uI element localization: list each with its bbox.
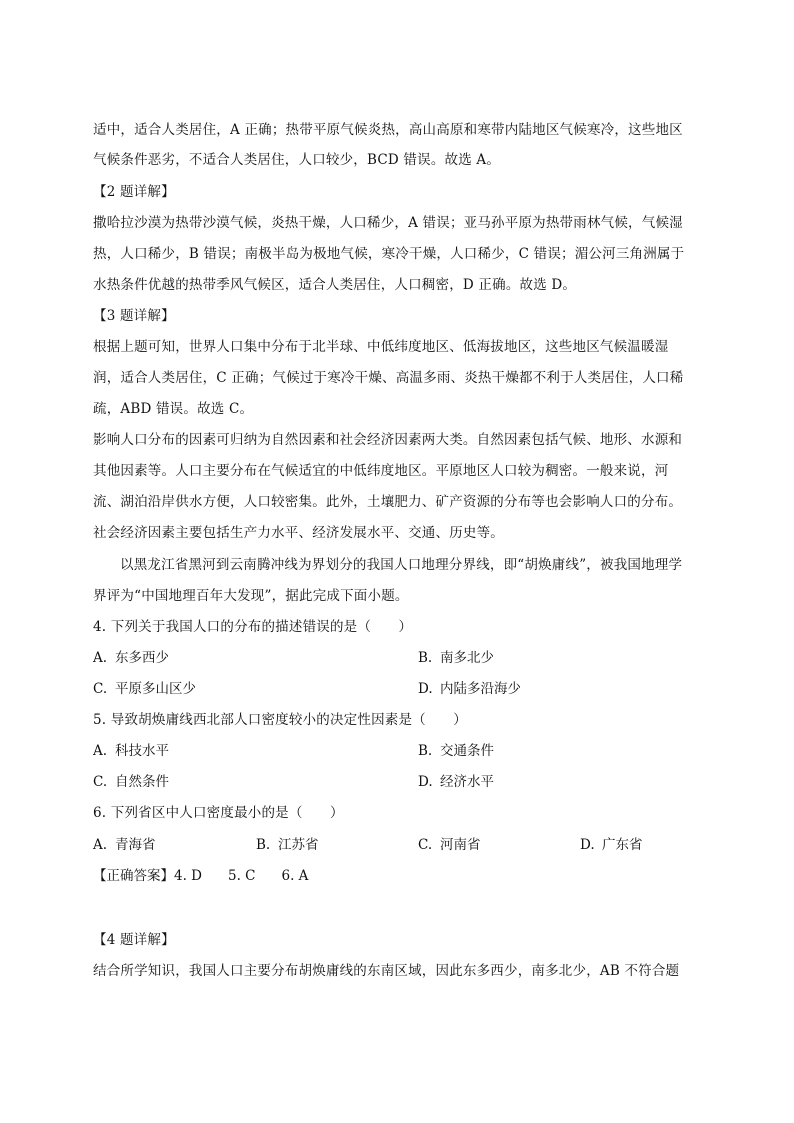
question-4-stem: 4. 下列关于我国人口的分布的描述错误的是（ ） xyxy=(93,619,413,635)
answer-5: 5. C xyxy=(228,868,256,884)
section-heading: 【2 题详解】 xyxy=(93,184,175,200)
option-text: 自然条件 xyxy=(115,774,169,790)
q5-option-b xyxy=(418,741,494,761)
option-letter: D. xyxy=(418,774,433,790)
paragraph-line: 润，适合人类居住，C 正确；气候过于寒冷干燥、高温多雨、炎热干燥都不利于人类居住，人口稀 xyxy=(93,370,684,386)
option-text: 广东省 xyxy=(602,837,643,853)
option-letter: B. xyxy=(418,743,433,759)
option-letter: B. xyxy=(256,837,271,853)
option-text: 经济水平 xyxy=(440,774,494,790)
question-5-stem: 5. 导致胡焕庸线西北部人口密度较小的决定性因素是（ ） xyxy=(93,712,467,728)
section-heading: 【4 题详解】 xyxy=(93,932,175,948)
option-letter: B. xyxy=(418,650,433,666)
option-text: 平原多山区少 xyxy=(115,681,196,697)
option-text: 内陆多沿海少 xyxy=(440,681,521,697)
paragraph-line: 其他因素等。人口主要分布在气候适宜的中低纬度地区。平原地区人口较为稠密。一般来说，河 xyxy=(93,463,669,479)
q5-option-c xyxy=(93,772,169,792)
option-letter: A. xyxy=(93,743,108,759)
option-text: 江苏省 xyxy=(278,837,319,853)
q4-option-d xyxy=(418,679,521,699)
q6-option-b xyxy=(256,835,319,855)
option-letter: A. xyxy=(93,837,108,853)
answer-6: 6. A xyxy=(281,868,309,884)
q4-option-b xyxy=(418,648,494,668)
paragraph-line: 适中，适合人类居住，A 正确；热带平原气候炎热，高山高原和寒带内陆地区气候寒冷，这些地区 xyxy=(93,122,683,138)
paragraph-line: 撒哈拉沙漠为热带沙漠气候，炎热干燥，人口稀少，A 错误；亚马孙平原为热带雨林气候，气候湿 xyxy=(93,215,683,231)
option-text: 青海省 xyxy=(115,837,156,853)
paragraph-line: 气候条件恶劣，不适合人类居住，人口较少，BCD 错误。故选 A。 xyxy=(93,152,501,168)
option-letter: D. xyxy=(418,681,433,697)
option-letter: C. xyxy=(93,681,108,697)
paragraph-line: 社会经济因素主要包括生产力水平、经济发展水平、交通、历史等。 xyxy=(93,525,504,541)
section-heading: 【3 题详解】 xyxy=(93,308,175,324)
q5-option-d xyxy=(418,772,494,792)
paragraph-line: 根据上题可知，世界人口集中分布于北半球、中低纬度地区、低海拔地区，这些地区气候温暖湿 xyxy=(93,339,669,355)
answer-4: 4. D xyxy=(174,868,202,884)
option-letter: C. xyxy=(93,774,108,790)
paragraph-line: 影响人口分布的因素可归纳为自然因素和社会经济因素两大类。自然因素包括气候、地形、水源和 xyxy=(93,432,683,448)
q6-option-c xyxy=(418,835,481,855)
paragraph-line: 界评为“中国地理百年大发现”，据此完成下面小题。 xyxy=(93,588,409,604)
paragraph-line: 热，人口稀少，B 错误；南极半岛为极地气候，寒冷干燥，人口稀少，C 错误；湄公河三角洲属于 xyxy=(93,246,685,262)
option-letter: C. xyxy=(418,837,433,853)
option-text: 南多北少 xyxy=(440,650,494,666)
paragraph-line: 疏，ABD 错误。故选 C。 xyxy=(93,401,254,417)
answer-label: 【正确答案】 xyxy=(93,868,174,884)
option-text: 河南省 xyxy=(440,837,481,853)
paragraph-line: 水热条件优越的热带季风气候区，适合人类居住，人口稠密，D 正确。故选 D。 xyxy=(93,277,577,293)
question-6-stem: 6. 下列省区中人口密度最小的是（ ） xyxy=(93,805,344,821)
q6-option-d xyxy=(580,835,643,855)
answer-line xyxy=(93,866,308,886)
option-text: 东多西少 xyxy=(115,650,169,666)
q4-option-c xyxy=(93,679,196,699)
q6-option-a xyxy=(93,835,156,855)
paragraph-line: 流、湖泊沿岸供水方便，人口较密集。此外，土壤肥力、矿产资源的分布等也会影响人口的分布。 xyxy=(93,494,683,510)
option-letter: A. xyxy=(93,650,108,666)
paragraph-line: 结合所学知识，我国人口主要分布胡焕庸线的东南区域，因此东多西少，南多北少，AB 不符合题 xyxy=(93,963,680,979)
option-letter: D. xyxy=(580,837,595,853)
option-text: 科技水平 xyxy=(115,743,169,759)
paragraph-line: 以黑龙江省黑河到云南腾冲线为界划分的我国人口地理分界线，即“胡焕庸线”，被我国地理学 xyxy=(120,557,683,573)
q4-option-a xyxy=(93,648,169,668)
q5-option-a xyxy=(93,741,169,761)
option-text: 交通条件 xyxy=(440,743,494,759)
